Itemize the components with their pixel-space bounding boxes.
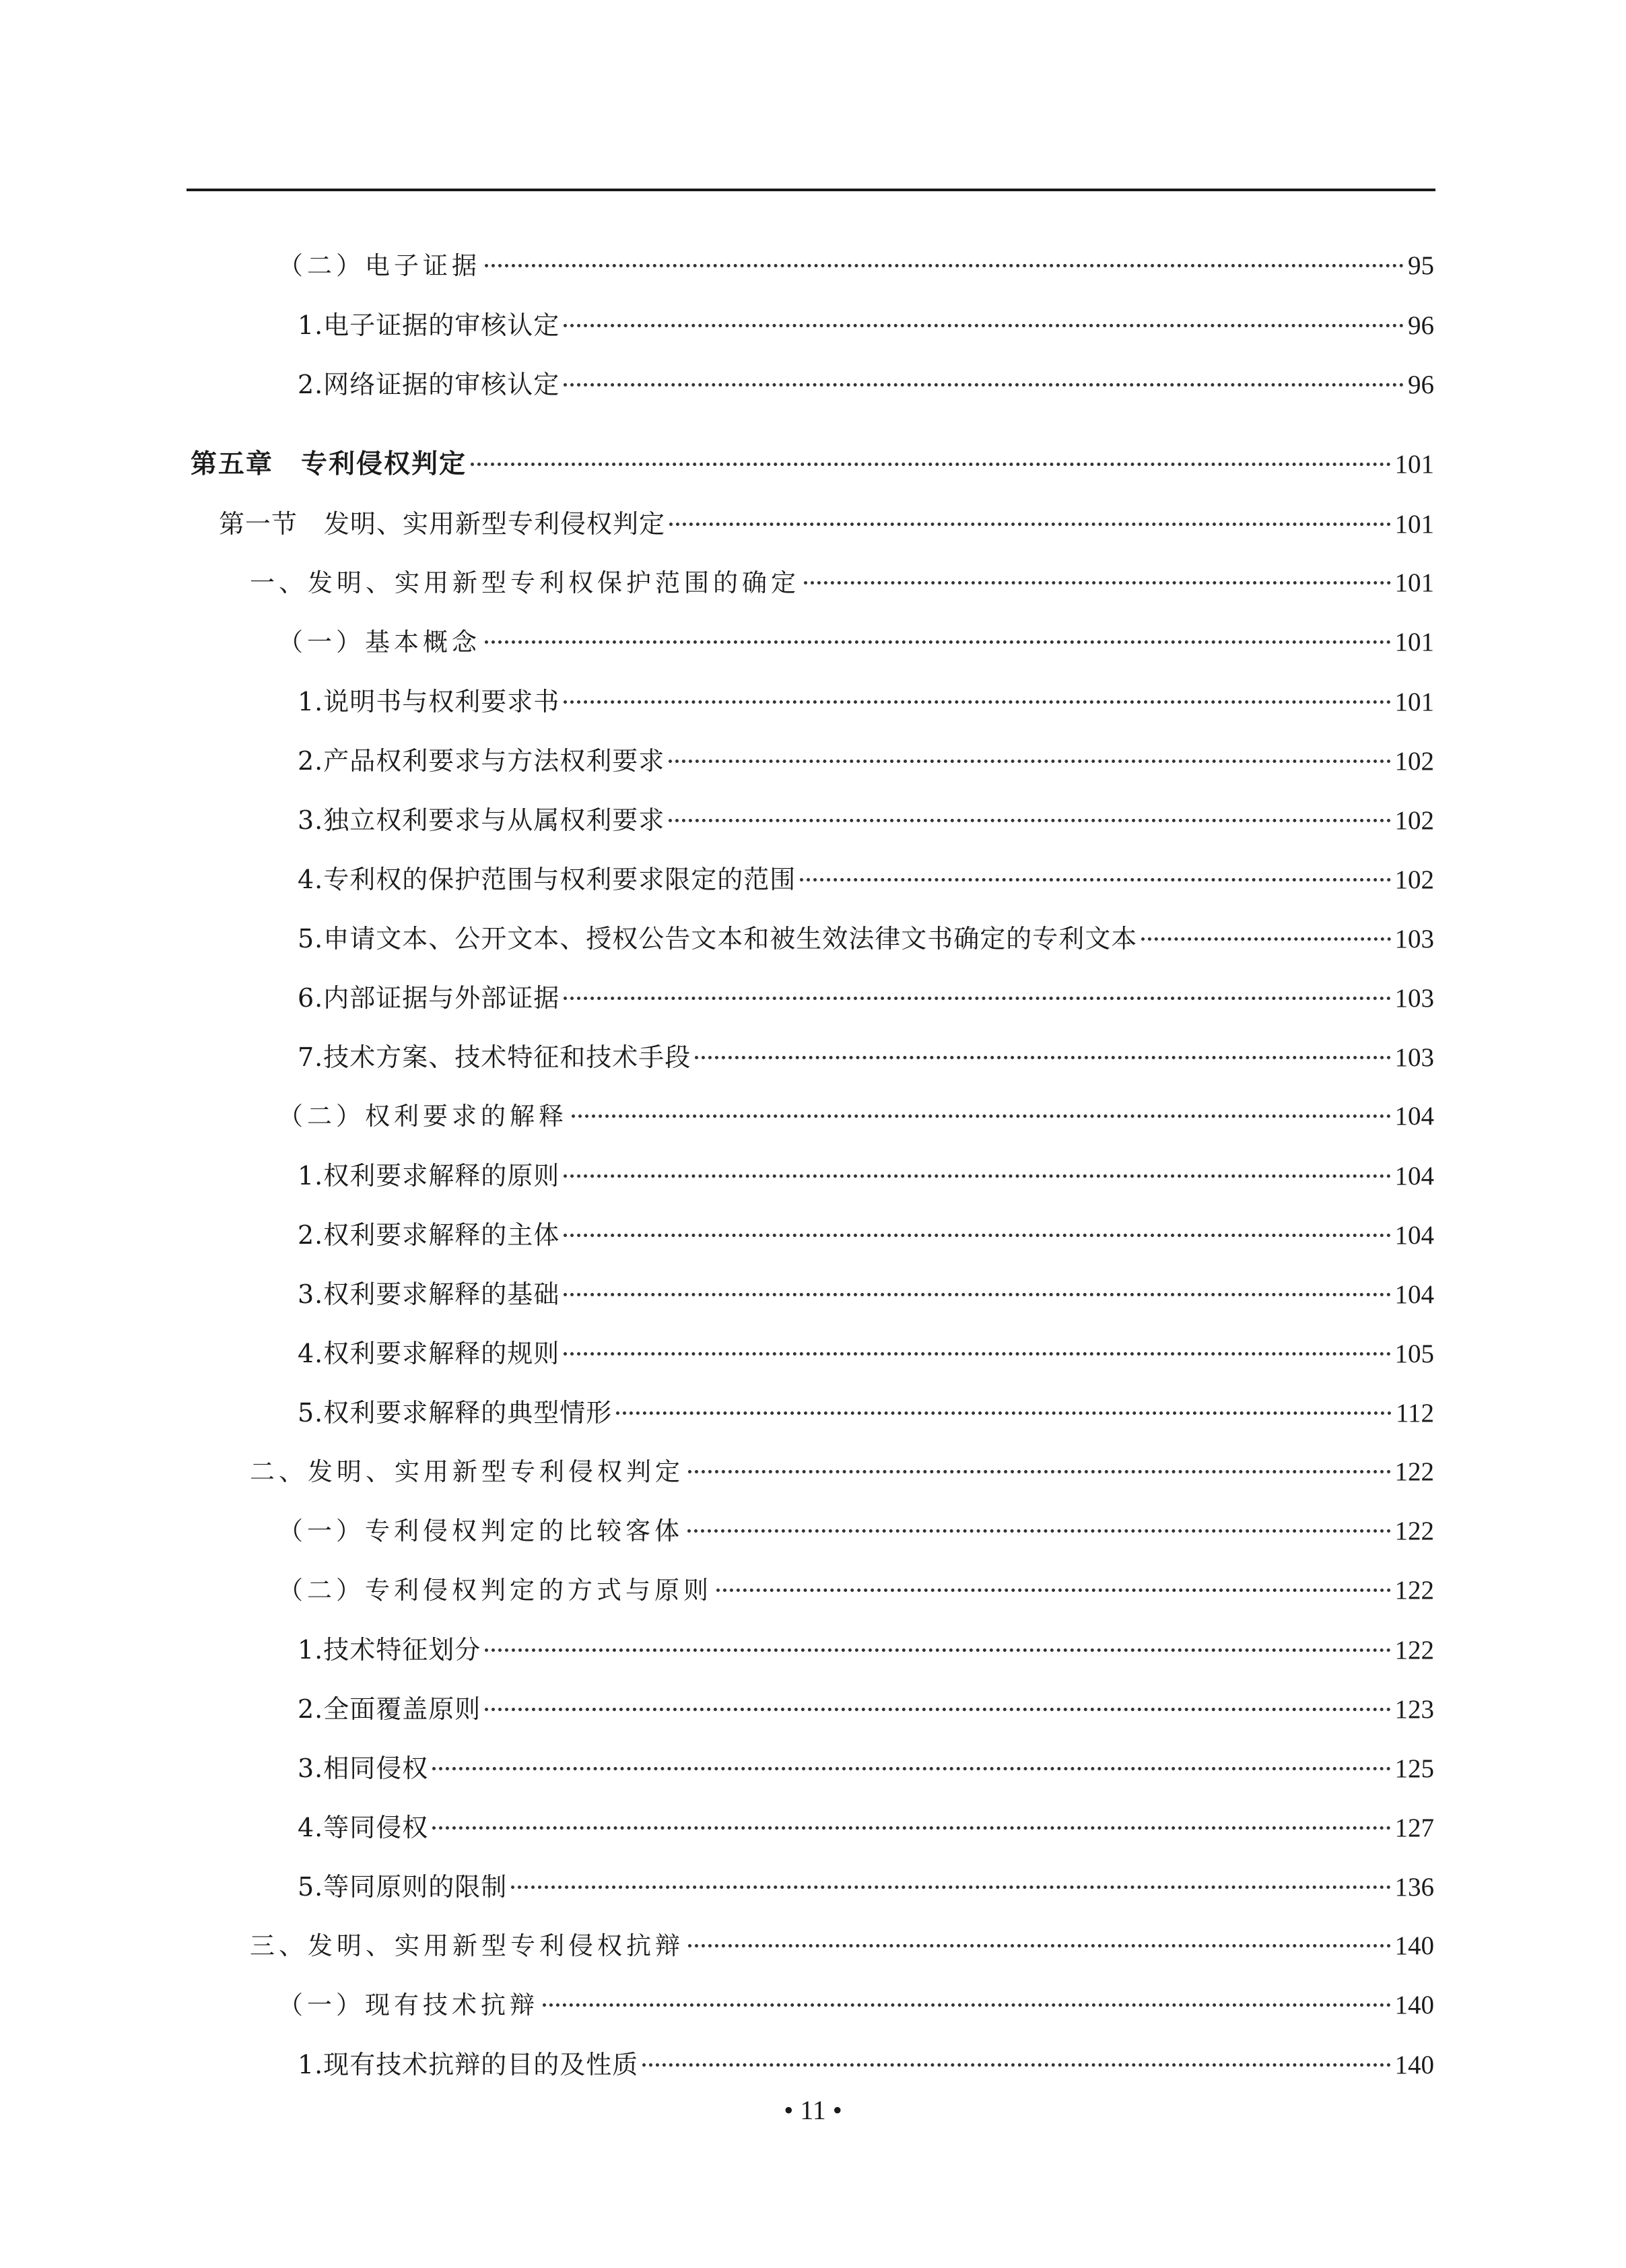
toc-entry-label: 4.等同侵权 [298,1813,429,1842]
toc-entry[interactable] [298,304,1434,347]
toc-entry-label: 2.网络证据的审核认定 [298,370,560,399]
toc-entry-label: 4.专利权的保护范围与权利要求限定的范围 [298,865,797,894]
toc-entry-page: 103 [1394,1043,1434,1072]
toc-entry-page: 122 [1394,1516,1434,1545]
toc-entry-page: 140 [1394,1931,1434,1960]
dot-leader [572,1114,1391,1118]
toc-entry-label: 第一节 发明、实用新型专利侵权判定 [219,509,666,539]
toc-entry[interactable] [278,1984,1434,2027]
dot-leader [669,819,1390,822]
toc-entry[interactable] [298,739,1434,782]
toc-entry[interactable] [298,1628,1434,1671]
dot-leader [669,523,1390,526]
dot-leader [485,1648,1390,1652]
toc-entry-label: 2.产品权利要求与方法权利要求 [298,746,665,776]
toc-entry-label: 1.现有技术抗辩的目的及性质 [298,2050,639,2079]
toc-entry-page: 101 [1394,568,1434,597]
toc-entry[interactable] [298,858,1434,901]
toc-entry-label: 第五章 专利侵权判定 [191,449,467,479]
toc-entry-label: 3.权利要求解释的基础 [298,1279,560,1309]
toc-entry-label: 3.相同侵权 [298,1754,429,1783]
toc-entry-label: （二）电子证据 [278,251,481,280]
toc-entry[interactable] [278,1510,1434,1553]
toc-chapter-entry[interactable] [191,443,1434,486]
toc-entry[interactable] [298,1865,1434,1908]
toc-entry-label: 1.说明书与权利要求书 [298,687,560,716]
toc-entry[interactable] [298,976,1434,1020]
toc-entry-page: 102 [1394,865,1434,894]
toc-entry-page: 127 [1394,1813,1434,1842]
toc-entry[interactable] [298,1273,1434,1316]
toc-entry-page: 122 [1394,1636,1434,1665]
toc-entry[interactable] [298,1391,1434,1434]
toc-entry-label: 1.电子证据的审核认定 [298,310,560,340]
toc-entry-label: （一）现有技术抗辩 [278,1991,539,2020]
toc-entry[interactable] [298,917,1434,960]
toc-entry-page: 103 [1394,925,1434,954]
toc-entry-label: 3.独立权利要求与从属权利要求 [298,805,665,835]
toc-entry-label: 6.内部证据与外部证据 [298,983,560,1013]
toc-entry-page: 123 [1394,1695,1434,1724]
toc-section-entry[interactable] [219,502,1434,545]
toc-entry[interactable] [250,562,1434,605]
dot-leader [688,1944,1391,1947]
page-number: • 11 • [784,2095,842,2125]
toc-entry-page: 101 [1394,450,1434,479]
toc-entry-page: 96 [1408,311,1434,340]
dot-leader [1141,937,1390,941]
toc-entry[interactable] [278,621,1434,664]
toc-entry-label: 7.技术方案、技术特征和技术手段 [298,1042,691,1072]
toc-entry-label: 二、发明、实用新型专利侵权判定 [250,1457,684,1486]
dot-leader [695,1056,1390,1059]
toc-entry[interactable] [298,1806,1434,1849]
dot-leader [616,1411,1392,1415]
dot-leader [564,1174,1390,1178]
toc-entry-page: 136 [1394,1873,1434,1902]
dot-leader [687,1529,1391,1533]
toc-entry-page: 140 [1394,1991,1434,2020]
dot-leader [564,1234,1390,1237]
toc-entry-label: 1.技术特征划分 [298,1635,481,1665]
dot-leader [669,760,1390,763]
toc-entry-label: 4.权利要求解释的规则 [298,1339,560,1368]
dot-leader [432,1767,1390,1770]
dot-leader [564,997,1390,1000]
dot-leader [642,2063,1390,2067]
toc-entry-page: 140 [1394,2050,1434,2079]
toc-entry[interactable] [250,1925,1434,1968]
toc-entry-page: 101 [1394,510,1434,539]
dot-leader [564,1352,1390,1356]
toc-entry-label: 一、发明、实用新型专利权保护范围的确定 [250,568,800,597]
toc-entry[interactable] [298,1688,1434,1731]
toc-entry-page: 102 [1394,747,1434,776]
toc-entry-page: 104 [1394,1280,1434,1309]
toc-entry-page: 105 [1394,1339,1434,1368]
dot-leader [471,463,1390,466]
toc-entry-page: 101 [1394,688,1434,716]
dot-leader [432,1826,1390,1830]
toc-entry-page: 101 [1394,628,1434,657]
toc-entry-page: 104 [1394,1102,1434,1131]
toc-entry[interactable] [298,2043,1434,2086]
toc-entry-page: 102 [1394,806,1434,835]
toc-entry[interactable] [298,1154,1434,1197]
toc-entry-label: 2.权利要求解释的主体 [298,1220,560,1250]
toc-entry[interactable] [298,799,1434,842]
dot-leader [800,878,1390,881]
toc-entry-label: 2.全面覆盖原则 [298,1694,481,1724]
dot-leader [716,1589,1391,1592]
toc-entry-page: 122 [1394,1457,1434,1486]
toc-entry-label: （二）权利要求的解释 [278,1102,568,1131]
toc-entry-page: 96 [1408,370,1434,399]
dot-leader [485,640,1391,644]
toc-entry-page: 95 [1408,251,1434,280]
toc-entry-label: 5.等同原则的限制 [298,1872,508,1902]
toc-entry-page: 122 [1394,1576,1434,1605]
toc-entry[interactable] [278,244,1434,288]
toc-entry[interactable] [298,1747,1434,1790]
dot-leader [564,1293,1390,1296]
toc-entry-label: 三、发明、实用新型专利侵权抗辩 [250,1931,684,1960]
toc-entry[interactable] [298,363,1434,406]
toc-entry-page: 112 [1395,1399,1434,1428]
toc-entry-label: （二）专利侵权判定的方式与原则 [278,1576,712,1605]
toc-entry[interactable] [278,1095,1434,1138]
toc-entry[interactable] [298,1036,1434,1079]
toc-entry-page: 103 [1394,984,1434,1013]
toc-entry-page: 125 [1394,1754,1434,1783]
toc-entry[interactable] [298,680,1434,723]
toc-entry-label: 5.申请文本、公开文本、授权公告文本和被生效法律文书确定的专利文本 [298,924,1138,954]
toc-entry-page: 104 [1394,1221,1434,1250]
toc-entry[interactable] [250,1450,1434,1494]
dot-leader [564,383,1404,387]
toc-entry[interactable] [278,1569,1434,1612]
dot-leader [543,2003,1391,2007]
toc-entry-label: （一）专利侵权判定的比较客体 [278,1516,683,1545]
toc-entry-label: 1.权利要求解释的原则 [298,1161,560,1191]
dot-leader [485,1708,1390,1711]
dot-leader [485,264,1404,267]
dot-leader [511,1886,1390,1889]
dot-leader [804,581,1391,585]
toc-entry[interactable] [298,1332,1434,1375]
toc-entry[interactable] [298,1213,1434,1257]
dot-leader [564,700,1390,704]
toc-entry-page: 104 [1394,1162,1434,1191]
toc-entry-label: 5.权利要求解释的典型情形 [298,1398,613,1428]
dot-leader [688,1470,1391,1473]
toc-entry-label: （一）基本概念 [278,628,481,657]
dot-leader [564,324,1404,327]
